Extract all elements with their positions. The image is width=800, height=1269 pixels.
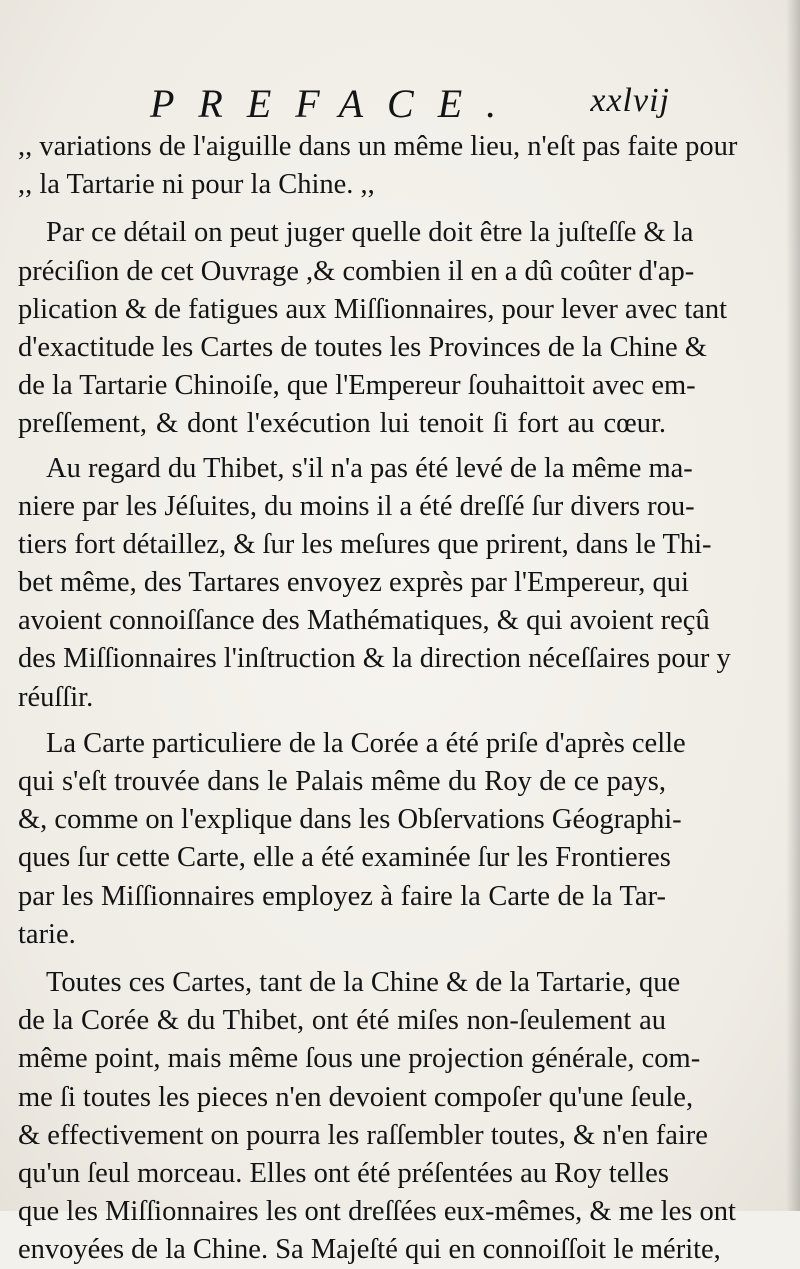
text-line: ,, la Tartarie ni pour la Chine. ,, [18,169,375,201]
text-line: me ſi toutes les pieces n'en devoient compoſer qu'une ſeule, [18,1081,694,1113]
text-line: qui s'eſt trouvée dans le Palais même du Roy de ce pays, [18,766,666,797]
paragraph [18,214,728,443]
text-line: même point, mais même ſous une projection générale, com- [18,1043,701,1075]
page-header [150,80,670,130]
page-number: xxlvij [590,82,670,119]
text-line: preſſement, & dont l'exécution lui tenoit ſi fort au cœur. [18,408,666,440]
text-line: préciſion de cet Ouvrage ,& combien il en a dû coûter d'ap- [18,255,695,287]
body-text [18,128,738,1269]
text-line: d'exactitude les Cartes de toutes les Provinces de la Chine & [18,331,707,363]
text-line: de la Corée & du Thibet, ont été miſes non-ſeulement au [18,1005,666,1037]
text-line: des Miſſionnaires l'inſtruction & la direction néceſſaires pour y [18,643,731,675]
text-line: niere par les Jéſuites, du moins il a été dreſſé ſur divers rou- [18,490,695,522]
running-title: PREFACE. [150,81,521,126]
text-line: réuſſir. [18,681,94,713]
text-line: tiers fort détaillez, & ſur les meſures que prirent, dans le Thi- [18,528,712,560]
text-line: bet même, des Tartares envoyez exprès par l'Empereur, qui [18,567,689,599]
text-line: avoient connoiſſance des Mathématiques, & qui avoient reçû [18,605,710,637]
text-line: ,, variations de l'aiguille dans un même lieu, n'eſt pas faite pour [18,131,738,162]
page-edge-shadow [786,0,800,1211]
text-line: qu'un ſeul morceau. Elles ont été préſentées au Roy telles [18,1157,669,1189]
text-line: ques ſur cette Carte, elle a été examinée ſur les Frontieres [18,842,671,874]
text-line: Toutes ces Cartes, tant de la Chine & de la Tartarie, que [46,966,681,998]
text-line: tarie. [18,918,76,950]
paragraph [18,964,736,1269]
text-line: par les Miſſionnaires employez à faire la Carte de la Tar- [18,880,666,912]
text-line: envoyées de la Chine. Sa Majeſté qui en connoiſſoit le mérite, [18,1234,721,1266]
text-line: La Carte particuliere de la Corée a été priſe d'après celle [46,727,686,759]
text-line: que les Miſſionnaires les ont dreſſées eux-mêmes, & me les ont [18,1196,736,1228]
text-line: de la Tartarie Chinoiſe, que l'Empereur ſouhaittoit avec em- [18,370,696,402]
text-line: Au regard du Thibet, s'il n'a pas été levé de la même ma- [46,452,693,484]
paragraph [18,450,731,717]
text-line: plication & de fatigues aux Miſſionnaires, pour lever avec tant [18,293,728,325]
paragraph-quote-end [18,128,738,204]
text-line: &, comme on l'explique dans les Obſervations Géographi- [18,804,682,836]
paragraph [18,725,686,954]
text-line: & effectivement on pourra les raſſembler toutes, & n'en faire [18,1119,708,1151]
text-line: Par ce détail on peut juger quelle doit être la juſteſſe & la [46,217,694,249]
